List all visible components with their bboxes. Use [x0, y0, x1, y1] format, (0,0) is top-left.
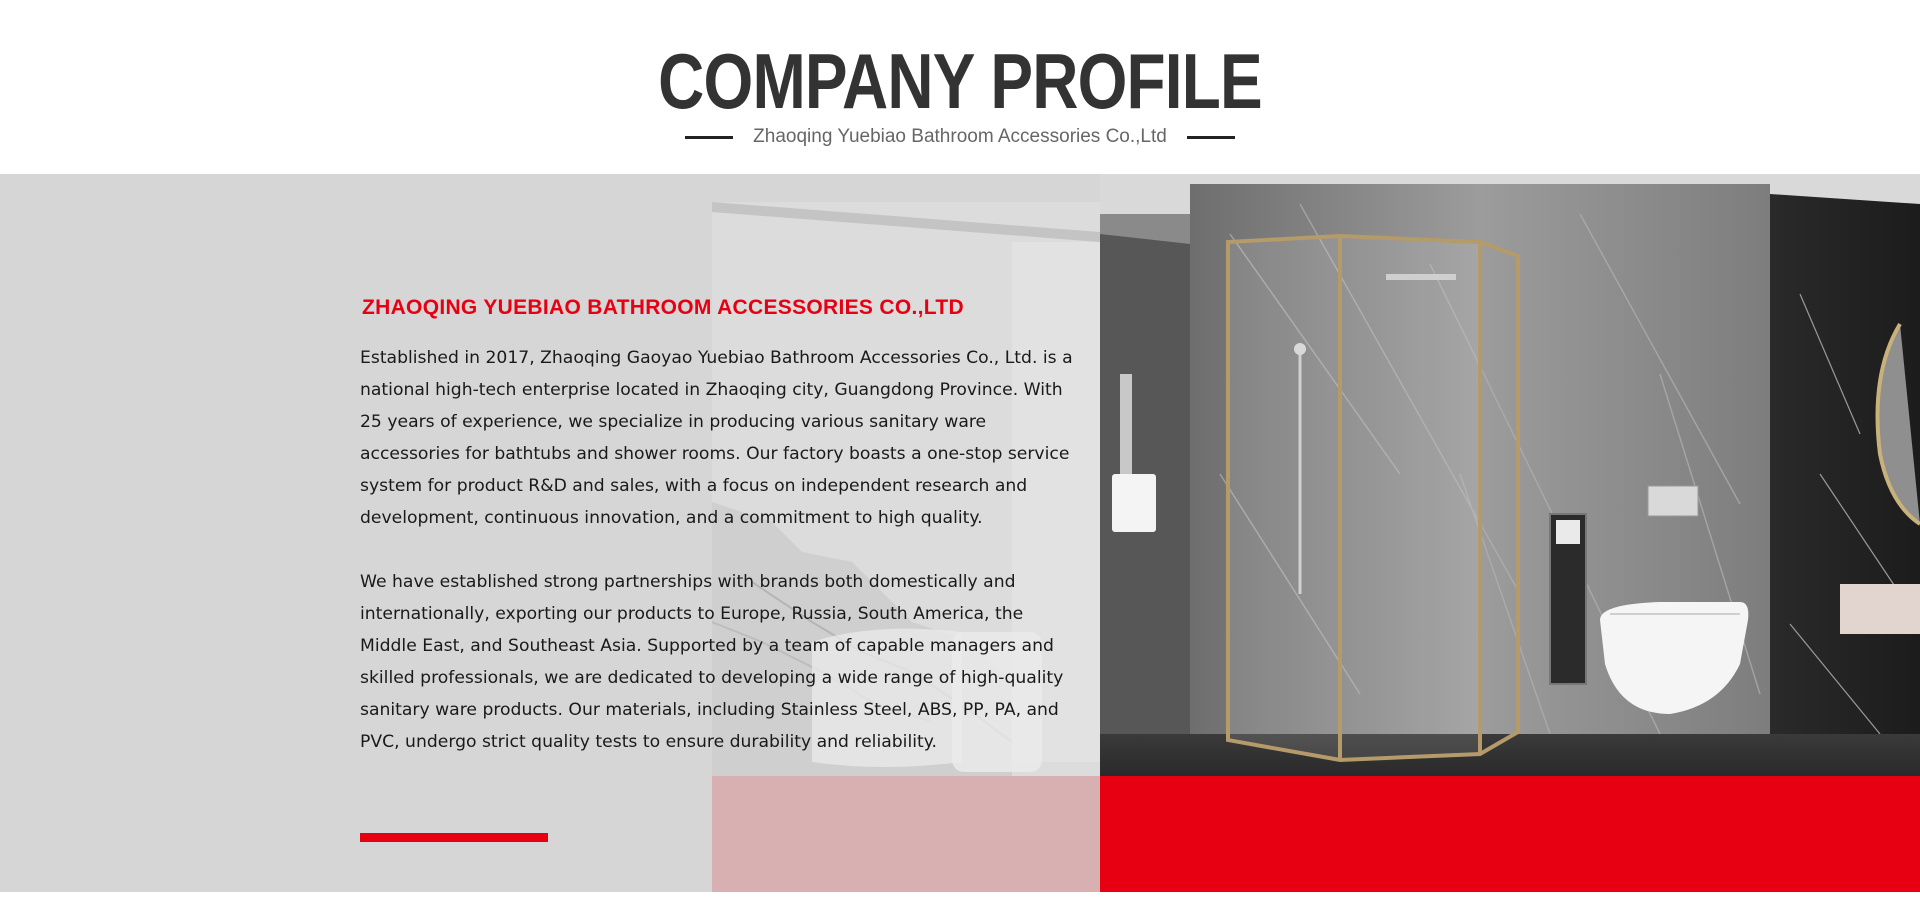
profile-paragraph-1: Established in 2017, Zhaoqing Gaoyao Yuebiao Bathroom Accessories Co., Ltd. is a national high-tech enterprise located in Zhaoqing city, Guangdong Province. With 25 years of experience, we specialize in producing various sanitary ware accessories for bathtubs and shower rooms. Our factory boasts a one-stop service system for product R&D and sales, with a focus on independent research and development, continuous innovation, and a commitment to high quality. — [360, 348, 1073, 528]
shower-room-photo — [1100, 174, 1920, 776]
subtitle-right-line — [1187, 136, 1235, 139]
page-subtitle: Zhaoqing Yuebiao Bathroom Accessories Co.,Ltd — [753, 126, 1167, 147]
red-accent-block — [1100, 776, 1920, 892]
profile-paragraph-2: We have established strong partnerships with brands both domestically and internationally, exporting our products to Europe, Russia, South America, the Middle East, and Southeast Asia. Supported by a team of capable managers and skilled professionals, we are dedicated to developing a wide range of high-quality sanitary ware products. Our materials, including Stainless Steel, ABS, PP, PA, and PVC, undergo strict quality tests to ensure durability and reliability. — [360, 572, 1064, 752]
pink-accent-block — [712, 776, 1100, 892]
profile-header — [0, 0, 1920, 174]
subtitle-row — [0, 122, 1920, 152]
company-profile-section — [0, 174, 1920, 892]
red-underline-bar — [360, 833, 548, 842]
profile-text-block — [360, 296, 1080, 790]
page-title: COMPANY PROFILE — [658, 37, 1262, 125]
company-name-heading: ZHAOQING YUEBIAO BATHROOM ACCESSORIES CO.,LTD — [362, 296, 964, 319]
subtitle-left-line — [685, 136, 733, 139]
